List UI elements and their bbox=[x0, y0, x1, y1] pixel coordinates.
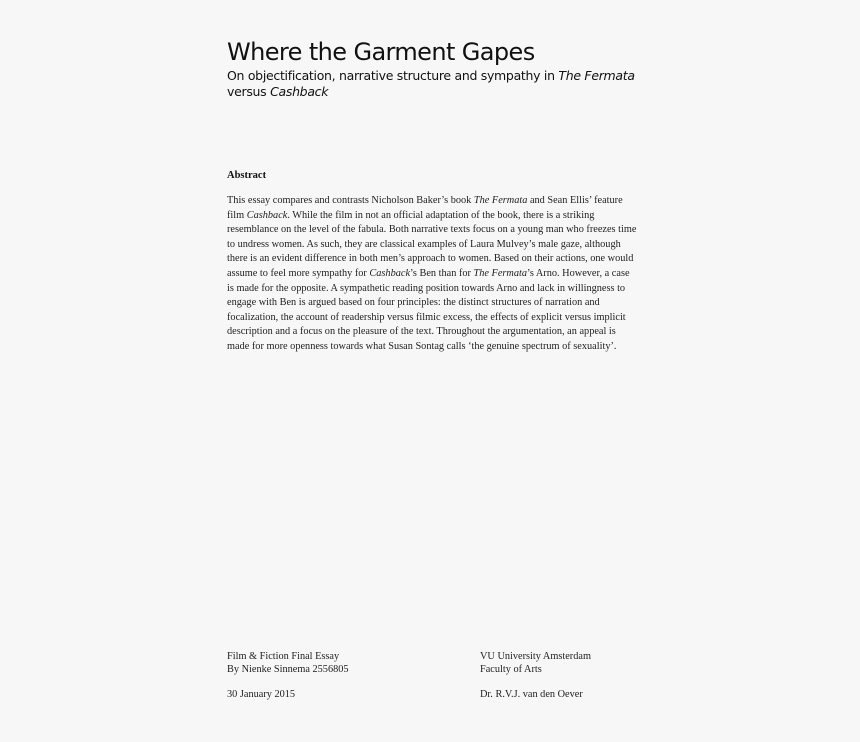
abstract-text-5: ’s Arno. However, a case is made for the opposite. A sympathetic reading position towards Arno and lack in willingness to engage with Ben is argued based on four principles: the distinct structures of narration and focalization, the account of readership versus filmic excess, the effects of explicit versus implicit description and a focus on the pleasure of the text. Throughout the argumentation, an appeal is made for more openness towards what Susan Sontag calls ‘the genuine spectrum of sexuality’. bbox=[227, 267, 630, 352]
document-subtitle bbox=[227, 68, 647, 100]
document-title: Where the Garment Gapes bbox=[227, 38, 535, 66]
abstract-italic-1: The Fermata bbox=[473, 195, 528, 206]
subtitle-film-title: Cashback bbox=[270, 84, 329, 99]
abstract-italic-4: The Fermata bbox=[473, 267, 527, 279]
footer-supervisor: Dr. R.V.J. van den Oever bbox=[480, 689, 583, 700]
subtitle-text: On objectification, narrative structure and sympathy in bbox=[227, 68, 559, 83]
abstract-text-3: . While the film in not an official adaptation of the book, there is a striking resemblance on the level of the fabula. Both narrative texts focus on a young man who freezes time to undress women. As such, they are classical examples of Laura Mulvey’s male gaze, although there is an evident difference in both men’s approach to women. Based on their actions, one would assume to feel more sympathy for bbox=[227, 209, 637, 279]
abstract-italic-3: Cashback bbox=[369, 267, 411, 279]
subtitle-versus: versus bbox=[227, 84, 271, 99]
abstract-text-2: and Sean Ellis’ feature film bbox=[227, 195, 623, 221]
footer-author: By Nienke Sinnema 2556805 bbox=[227, 663, 349, 675]
footer-university: VU University Amsterdam bbox=[480, 651, 591, 662]
footer-course: Film & Fiction Final Essay bbox=[227, 651, 340, 662]
abstract-text-1: This essay compares and contrasts Nicholson Baker’s book bbox=[227, 195, 474, 206]
abstract-text-4: ’s Ben than for bbox=[410, 267, 474, 279]
abstract-italic-2: Cashback bbox=[246, 209, 288, 221]
abstract-heading: Abstract bbox=[227, 170, 267, 181]
footer-left bbox=[227, 651, 349, 702]
footer-faculty: Faculty of Arts bbox=[480, 663, 542, 675]
abstract-body bbox=[227, 194, 637, 355]
footer-date: 30 January 2015 bbox=[227, 689, 296, 700]
footer-right bbox=[480, 651, 591, 702]
subtitle-book-title: The Fermata bbox=[558, 68, 635, 83]
